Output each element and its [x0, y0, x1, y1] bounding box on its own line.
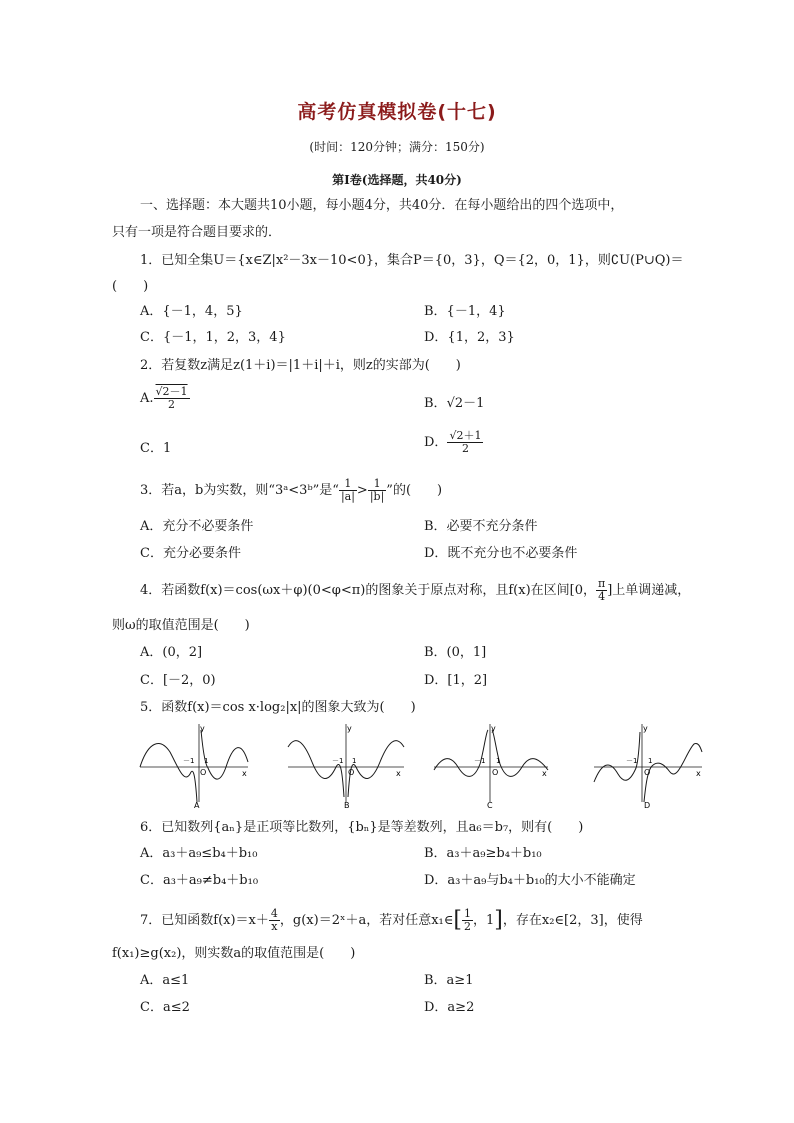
- q7-option-a: A．a≤1: [140, 973, 190, 988]
- svg-text:O: O: [200, 768, 207, 777]
- q3-option-a: A．充分不必要条件: [140, 519, 254, 534]
- exam-meta: (时间：120分钟；满分：150分): [309, 140, 485, 154]
- q2-option-b: B．√2－1: [424, 396, 485, 411]
- svg-text:A: A: [194, 801, 200, 810]
- svg-text:－1: －1: [474, 757, 486, 765]
- svg-text:x: x: [242, 769, 247, 778]
- q7-stem: 7．已知函数f(x)＝x＋ $\frac{4}{x}$ ，g(x)＝2ˣ＋a，若对任意x₁∈[ $\frac{1}{2}$ ，1]，存在x₂∈[2，3]，使得: [140, 907, 643, 933]
- svg-text:1: 1: [648, 757, 653, 765]
- section-intro-line1: 一、选择题：本大题共10小题，每小题4分，共40分．在每小题给出的四个选项中，: [140, 198, 624, 213]
- q5-graph-d: [592, 722, 704, 810]
- q7-stem-line2: f(x₁)≥g(x₂)，则实数a的取值范围是( ): [112, 946, 356, 961]
- svg-text:1: 1: [352, 757, 357, 765]
- q7-option-d: D．a≥2: [424, 1000, 475, 1015]
- q1-option-c: C．{－1，1，2，3，4}: [140, 330, 286, 345]
- part-heading: 第Ⅰ卷(选择题，共40分): [332, 173, 462, 187]
- q6-option-b: B．a₃＋a₉≥b₄＋b₁₀: [424, 846, 542, 861]
- q2-option-d: D． $\frac{√2+1}{2}$: [424, 429, 482, 455]
- q6-option-a: A．a₃＋a₉≤b₄＋b₁₀: [140, 846, 258, 861]
- svg-text:O: O: [492, 768, 499, 777]
- svg-text:x: x: [542, 769, 547, 778]
- svg-text:B: B: [344, 801, 350, 810]
- svg-text:y: y: [491, 724, 496, 733]
- q2-stem: 2．若复数z满足z(1＋i)＝|1＋i|＋i，则z的实部为( ): [140, 358, 461, 373]
- svg-text:x: x: [396, 769, 401, 778]
- q1-option-a: A．{－1，4，5}: [140, 304, 243, 319]
- q3-option-b: B．必要不充分条件: [424, 519, 538, 534]
- q4-option-c: C．[－2，0): [140, 673, 216, 688]
- q4-option-d: D．[1，2]: [424, 673, 488, 688]
- q6-option-c: C．a₃＋a₉≠b₄＋b₁₀: [140, 873, 259, 888]
- svg-text:－1: －1: [626, 757, 638, 765]
- q1-stem-line2: ( ): [112, 279, 149, 294]
- q2-option-c: C．1: [140, 441, 172, 456]
- q4-stem-line2: 则ω的取值范围是( ): [112, 618, 250, 633]
- q3-stem: 3．若a，b为实数，则“3ᵃ<3ᵇ”是“ $\frac{1}{|a|}$ > $\frac{1}{|b|}$ ”的( ): [140, 477, 443, 503]
- q7-option-c: C．a≤2: [140, 1000, 190, 1015]
- svg-text:O: O: [348, 768, 355, 777]
- q1-option-d: D．{1，2，3}: [424, 330, 515, 345]
- q7-option-b: B．a≥1: [424, 973, 474, 988]
- svg-text:1: 1: [496, 757, 501, 765]
- q3-option-c: C．充分必要条件: [140, 546, 241, 561]
- section-intro-line2: 只有一项是符合题目要求的．: [112, 225, 282, 240]
- q4-option-a: A．(0，2]: [140, 645, 203, 660]
- svg-text:1: 1: [204, 757, 209, 765]
- q6-option-d: D．a₃＋a₉与b₄＋b₁₀的大小不能确定: [424, 873, 636, 888]
- q5-graph-a: [138, 722, 250, 810]
- svg-text:y: y: [643, 724, 648, 733]
- svg-text:－1: －1: [183, 757, 195, 765]
- q1-option-b: B．{－1，4}: [424, 304, 506, 319]
- q2-option-a: A. $\frac{√2-1}{2}$: [140, 385, 188, 411]
- svg-text:O: O: [644, 768, 651, 777]
- q4-stem: 4．若函数f(x)＝cos(ωx＋φ)(0<φ<π)的图象关于原点对称，且f(x)在区间[0， $\frac{\pi}{4}$ ]上单调递减，: [140, 577, 691, 603]
- q5-graph-c: [432, 722, 550, 810]
- q1-stem: 1．已知全集U＝{x∈Z|x²－3x－10<0}，集合P＝{0，3}，Q＝{2，0，1}，则∁U(P∪Q)＝: [140, 253, 684, 268]
- svg-text:y: y: [347, 724, 352, 733]
- q5-graph-b: [286, 722, 406, 810]
- exam-title: 高考仿真模拟卷(十七): [297, 101, 497, 123]
- svg-text:x: x: [696, 769, 701, 778]
- q5-stem: 5．函数f(x)＝cos x·log₂|x|的图象大致为( ): [140, 700, 416, 715]
- q6-stem: 6．已知数列{aₙ}是正项等比数列，{bₙ}是等差数列，且a₆＝b₇，则有( ): [140, 820, 584, 835]
- q3-option-d: D．既不充分也不必要条件: [424, 546, 578, 561]
- svg-text:y: y: [200, 724, 205, 733]
- svg-text:D: D: [644, 801, 651, 810]
- svg-text:C: C: [487, 801, 493, 810]
- q4-option-b: B．(0，1]: [424, 645, 487, 660]
- svg-text:－1: －1: [332, 757, 344, 765]
